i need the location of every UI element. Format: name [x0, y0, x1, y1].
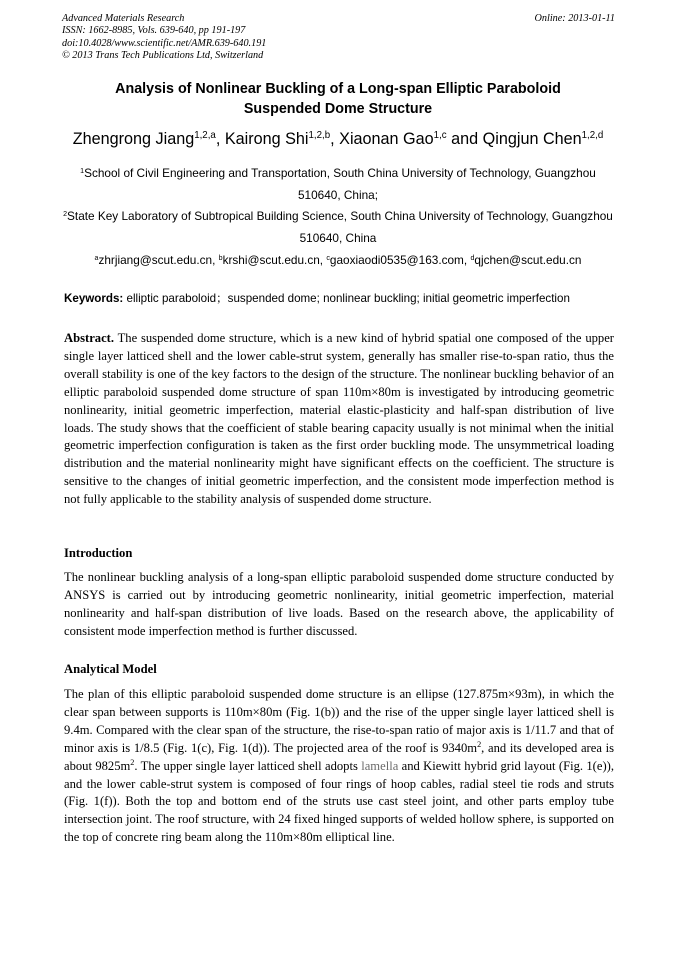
author-name: Zhengrong Jiang — [72, 130, 195, 148]
title-line-2: Suspended Dome Structure — [243, 100, 433, 117]
model-text-part: , and its developed area is about 9825m — [64, 740, 615, 773]
header-publication-info — [62, 13, 266, 63]
copyright-line: © 2013 Trans Tech Publications Ltd, Switzerland — [62, 50, 264, 62]
email-address: gaoxiaodi0535@163.com — [329, 253, 464, 267]
online-date: Online: 2013-01-11 — [534, 13, 615, 24]
author-affiliation-marker: 1,2,d — [581, 130, 604, 142]
keywords-text: elliptic paraboloid；suspended dome; nonlinear buckling; initial geometric imperfection — [123, 292, 570, 305]
author-separator: , — [215, 130, 225, 148]
affiliation-marker: 1 — [80, 166, 85, 175]
affiliation-1 — [62, 164, 614, 205]
author-affiliation-marker: 1,c — [433, 130, 447, 142]
author-separator: , — [330, 130, 340, 148]
title-line-1: Analysis of Nonlinear Buckling of a Long-span Elliptic Paraboloid — [115, 81, 561, 97]
abstract — [64, 330, 614, 509]
superscript-2: 2 — [130, 758, 135, 768]
abstract-text: The suspended dome structure, which is a new kind of hybrid spatial one composed of the upper single layer latticed shell and the lower cable-strut system, generally has smaller rise-to-span ratio, thus the overall stability is one of the key factors to the design of the structure. The nonlinear buckling behavior of an elliptic paraboloid suspended dome structure of span 110m×80m is investigated by introducing geometric nonlinearity, initial geometric imperfection, material elastic-plasticity and half-span distribution of live loads. The study shows that the coefficient of stable bearing capacity usually is not minimal when the initial geometric imperfection configuration is taken as the first order buckling mode. The unsymmetrical loading distribution and the material nonlinearity might have significant effects on the coefficient. The structure is sensitive to the changes of initial geometric imperfection, and the consistent mode imperfection method is not fully applicable to the stability analysis of suspended dome structure. — [64, 331, 614, 507]
author-name: Qingjun Chen — [482, 130, 582, 148]
email-marker: a — [94, 253, 99, 262]
affiliation-text: School of Civil Engineering and Transportation, South China University of Technology, Guangzhou 510640, China; — [84, 166, 596, 202]
model-text-part: . The upper single layer latticed shell adopts — [134, 758, 362, 773]
issn-line: ISSN: 1662-8985, Vols. 639-640, pp 191-197 — [62, 25, 246, 37]
doi-line: doi:10.4028/www.scientific.net/AMR.639-640.191 — [62, 37, 267, 49]
author-affiliation-marker: 1,2,a — [194, 130, 216, 142]
introduction-heading: Introduction — [64, 546, 133, 560]
email-marker: c — [326, 253, 330, 262]
analytical-model-heading: Analytical Model — [64, 662, 157, 676]
email-address: qjchen@scut.edu.cn — [474, 253, 582, 267]
model-text-part: The plan of this elliptic paraboloid suspended dome structure is an ellipse (127.875m×93m), in which the clear span between supports is 110m×80m (Fig. 1(b)) and the rise of the upper single layer latticed shell is 9.4m. Compared with the clear span of the structure, the rise-to-span ratio of major axis is 1/11.7 and that of minor axis is 1/8.5 (Fig. 1(c), Fig. 1(d)). The projected area of the roof is 9340m — [64, 687, 614, 755]
email-address: zhrjiang@scut.edu.cn — [98, 253, 213, 267]
email-marker: b — [218, 253, 223, 262]
abstract-label: Abstract. — [64, 331, 115, 345]
author-affiliation-marker: 1,2,b — [308, 130, 331, 142]
journal-name: Advanced Materials Research — [62, 13, 185, 24]
author-name: Kairong Shi — [224, 130, 309, 148]
affiliation-marker: 2 — [63, 209, 68, 218]
analytical-model-text — [64, 686, 614, 847]
author-emails: $^a$zhrjiang@scut.edu.cn, $^b$krshi@scut.edu.cn, $^c$gaoxiaodi0535@163.com, $^d$qjchen@scut.edu.cn — [94, 253, 582, 267]
author-name: Xiaonan Gao — [339, 130, 434, 148]
author-separator: and — [446, 130, 483, 148]
affiliation-text: State Key Laboratory of Subtropical Building Science, South China University of Technology, Guangzhou 510640, China — [67, 209, 613, 245]
email-address: krshi@scut.edu.cn — [222, 253, 320, 267]
keywords-label: Keywords: — [64, 292, 124, 305]
author-list — [62, 129, 614, 152]
introduction-text: The nonlinear buckling analysis of a long-span elliptic paraboloid suspended dome structure conducted by ANSYS is carried out by introducing geometric nonlinearity, initial geometric imperfection, material nonlinearity and half-span distribution of live loads. Based on the research above, the applicability of consistent mode imperfection method is further discussed. — [64, 570, 614, 638]
keywords — [64, 291, 616, 307]
email-marker: d — [470, 253, 475, 262]
lamella-term: lamella — [361, 758, 399, 773]
superscript-2: 2 — [477, 740, 482, 750]
affiliation-2 — [62, 207, 614, 248]
paper-title — [62, 80, 614, 119]
model-text-part: and Kiewitt hybrid grid layout (Fig. 1(e)), and the lower cable-strut system is composed of four rings of hoop cables, radial steel tie rods and struts (Fig. 1(f)). Both the top and bottom end of the struts use cast steel joint, and other parts employ tube intersection joint. The roof structure, with 24 fixed hinged supports of welded hollow sphere, is supported on the top of concrete ring beam along the 110m×80m elliptical line. — [64, 758, 614, 845]
